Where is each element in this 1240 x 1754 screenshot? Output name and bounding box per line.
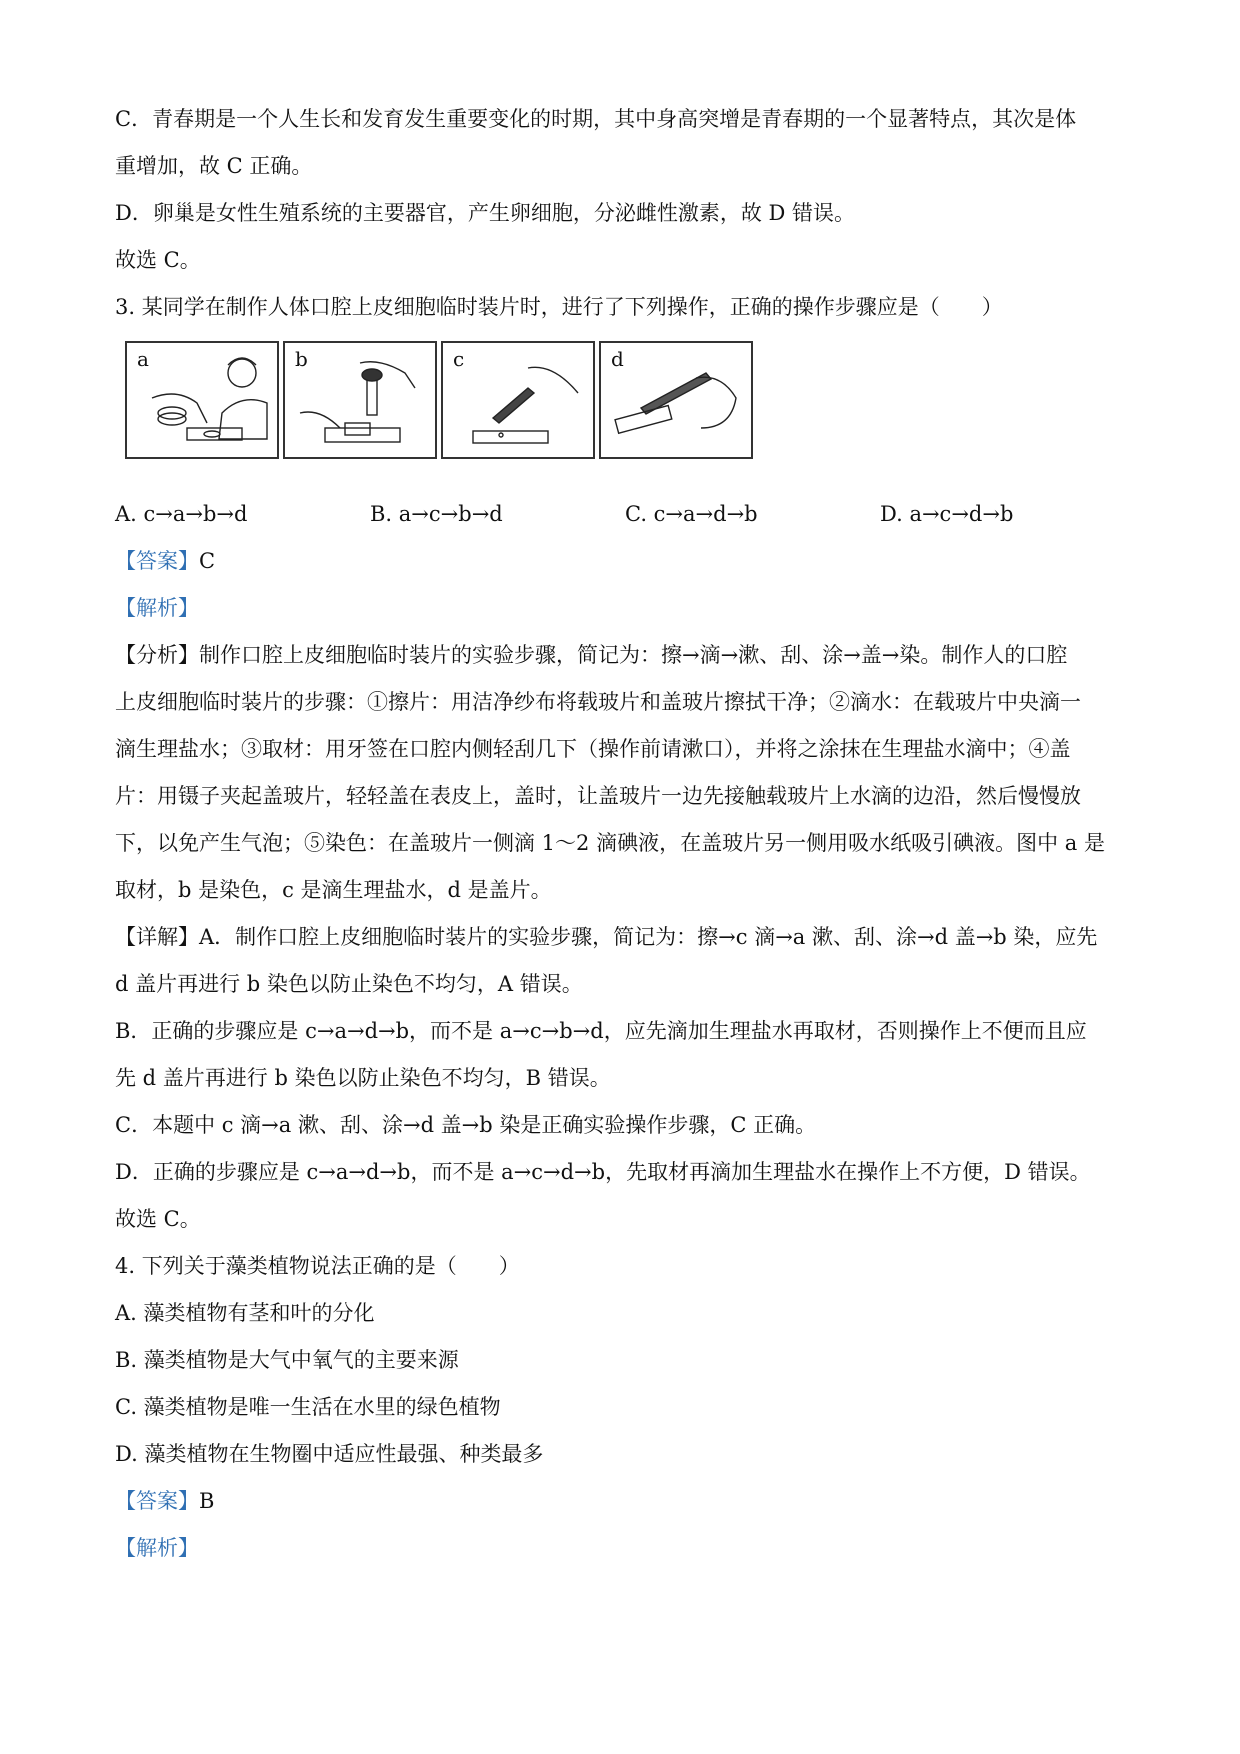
q3-xiangjie-c: C．本题中 c 滴→a 漱、刮、涂→d 盖→b 染是正确实验操作步骤，C 正确。 bbox=[115, 1113, 817, 1137]
q4-answer-tag: 【答案】 bbox=[115, 1489, 199, 1513]
figure-c-illustration bbox=[443, 343, 593, 457]
answer-value: C bbox=[199, 549, 216, 573]
figure-d bbox=[599, 341, 753, 459]
q3-option-b: B. a→c→b→d bbox=[370, 502, 503, 526]
xiangjie-tag: 【详解】 bbox=[115, 925, 199, 949]
q3-option-a: A. c→a→b→d bbox=[115, 502, 248, 526]
fenxi-tag: 【分析】 bbox=[115, 643, 199, 667]
q3-option-d: D. a→c→d→b bbox=[880, 502, 1014, 526]
q3-xiangjie-d: D．正确的步骤应是 c→a→d→b，而不是 a→c→d→b，先取材再滴加生理盐水在操作上不方便，D 错误。 bbox=[115, 1160, 1091, 1184]
q3-fenxi-2: 上皮细胞临时装片的步骤：①擦片：用洁净纱布将载玻片和盖玻片擦拭干净；②滴水：在载玻片中央滴一 bbox=[115, 690, 1081, 714]
q3-fenxi-5: 下，以免产生气泡；⑤染色：在盖玻片一侧滴 1～2 滴碘液，在盖玻片另一侧用吸水纸吸引碘液。图中 a 是 bbox=[115, 831, 1105, 855]
figure-b bbox=[283, 341, 437, 459]
q3-fenxi-3: 滴生理盐水；③取材：用牙签在口腔内侧轻刮几下（操作前请漱口），并将之涂抹在生理盐水滴中；④盖 bbox=[115, 737, 1071, 761]
q3-xiangjie-a bbox=[115, 914, 1135, 961]
q3-option-c: C. c→a→d→b bbox=[625, 502, 758, 526]
q3-stem: 3. 某同学在制作人体口腔上皮细胞临时装片时，进行了下列操作，正确的操作步骤应是（ ） bbox=[115, 295, 1003, 319]
q4-option-a: A. 藻类植物有茎和叶的分化 bbox=[115, 1301, 375, 1325]
figure-c bbox=[441, 341, 595, 459]
q4-answer bbox=[115, 1478, 1135, 1525]
prev-option-c-cont: 重增加，故 C 正确。 bbox=[115, 154, 313, 178]
fenxi-text: 制作口腔上皮细胞临时装片的实验步骤，简记为：擦→滴→漱、刮、涂→盖→染。制作人的口腔 bbox=[199, 643, 1068, 667]
document-page bbox=[115, 96, 1135, 1572]
prev-option-d: D．卵巢是女性生殖系统的主要器官，产生卵细胞，分泌雌性激素，故 D 错误。 bbox=[115, 201, 856, 225]
q3-answer bbox=[115, 538, 1135, 585]
q4-stem: 4. 下列关于藻类植物说法正确的是（ ） bbox=[115, 1254, 520, 1278]
q4-option-d: D. 藻类植物在生物圈中适应性最强、种类最多 bbox=[115, 1442, 544, 1466]
q3-xiangjie-a-cont: d 盖片再进行 b 染色以防止染色不均匀，A 错误。 bbox=[115, 972, 583, 996]
q3-figures bbox=[125, 341, 1135, 461]
prev-conclusion: 故选 C。 bbox=[115, 248, 201, 272]
q3-conclusion: 故选 C。 bbox=[115, 1207, 201, 1231]
figure-d-illustration bbox=[601, 343, 751, 457]
figure-a-illustration bbox=[127, 343, 277, 457]
figure-c-label: c bbox=[453, 347, 465, 371]
answer-tag: 【答案】 bbox=[115, 549, 199, 573]
prev-option-c: C．青春期是一个人生长和发育发生重要变化的时期，其中身高突增是青春期的一个显著特点，其次是体 bbox=[115, 107, 1077, 131]
figure-b-illustration bbox=[285, 343, 435, 457]
q4-answer-value: B bbox=[199, 1489, 215, 1513]
figure-b-label: b bbox=[295, 347, 308, 371]
figure-a bbox=[125, 341, 279, 459]
q3-fenxi-4: 片：用镊子夹起盖玻片，轻轻盖在表皮上，盖时，让盖玻片一边先接触载玻片上水滴的边沿，然后慢慢放 bbox=[115, 784, 1081, 808]
q3-xiangjie-b-cont: 先 d 盖片再进行 b 染色以防止染色不均匀，B 错误。 bbox=[115, 1066, 611, 1090]
xiangjie-a-text: A．制作口腔上皮细胞临时装片的实验步骤，简记为：擦→c 滴→a 漱、刮、涂→d 盖→b 染，应先 bbox=[199, 925, 1098, 949]
figure-a-label: a bbox=[137, 347, 149, 371]
figure-d-label: d bbox=[611, 347, 624, 371]
q3-options bbox=[115, 491, 1135, 538]
q3-fenxi-1 bbox=[115, 632, 1135, 679]
q3-xiangjie-b: B．正确的步骤应是 c→a→d→b，而不是 a→c→b→d，应先滴加生理盐水再取材，否则操作上不便而且应 bbox=[115, 1019, 1087, 1043]
q4-option-b: B. 藻类植物是大气中氧气的主要来源 bbox=[115, 1348, 459, 1372]
q3-analysis-tag: 【解析】 bbox=[115, 596, 199, 620]
q3-fenxi-6: 取材，b 是染色，c 是滴生理盐水，d 是盖片。 bbox=[115, 878, 552, 902]
q4-option-c: C. 藻类植物是唯一生活在水里的绿色植物 bbox=[115, 1395, 501, 1419]
q4-analysis-tag: 【解析】 bbox=[115, 1536, 199, 1560]
